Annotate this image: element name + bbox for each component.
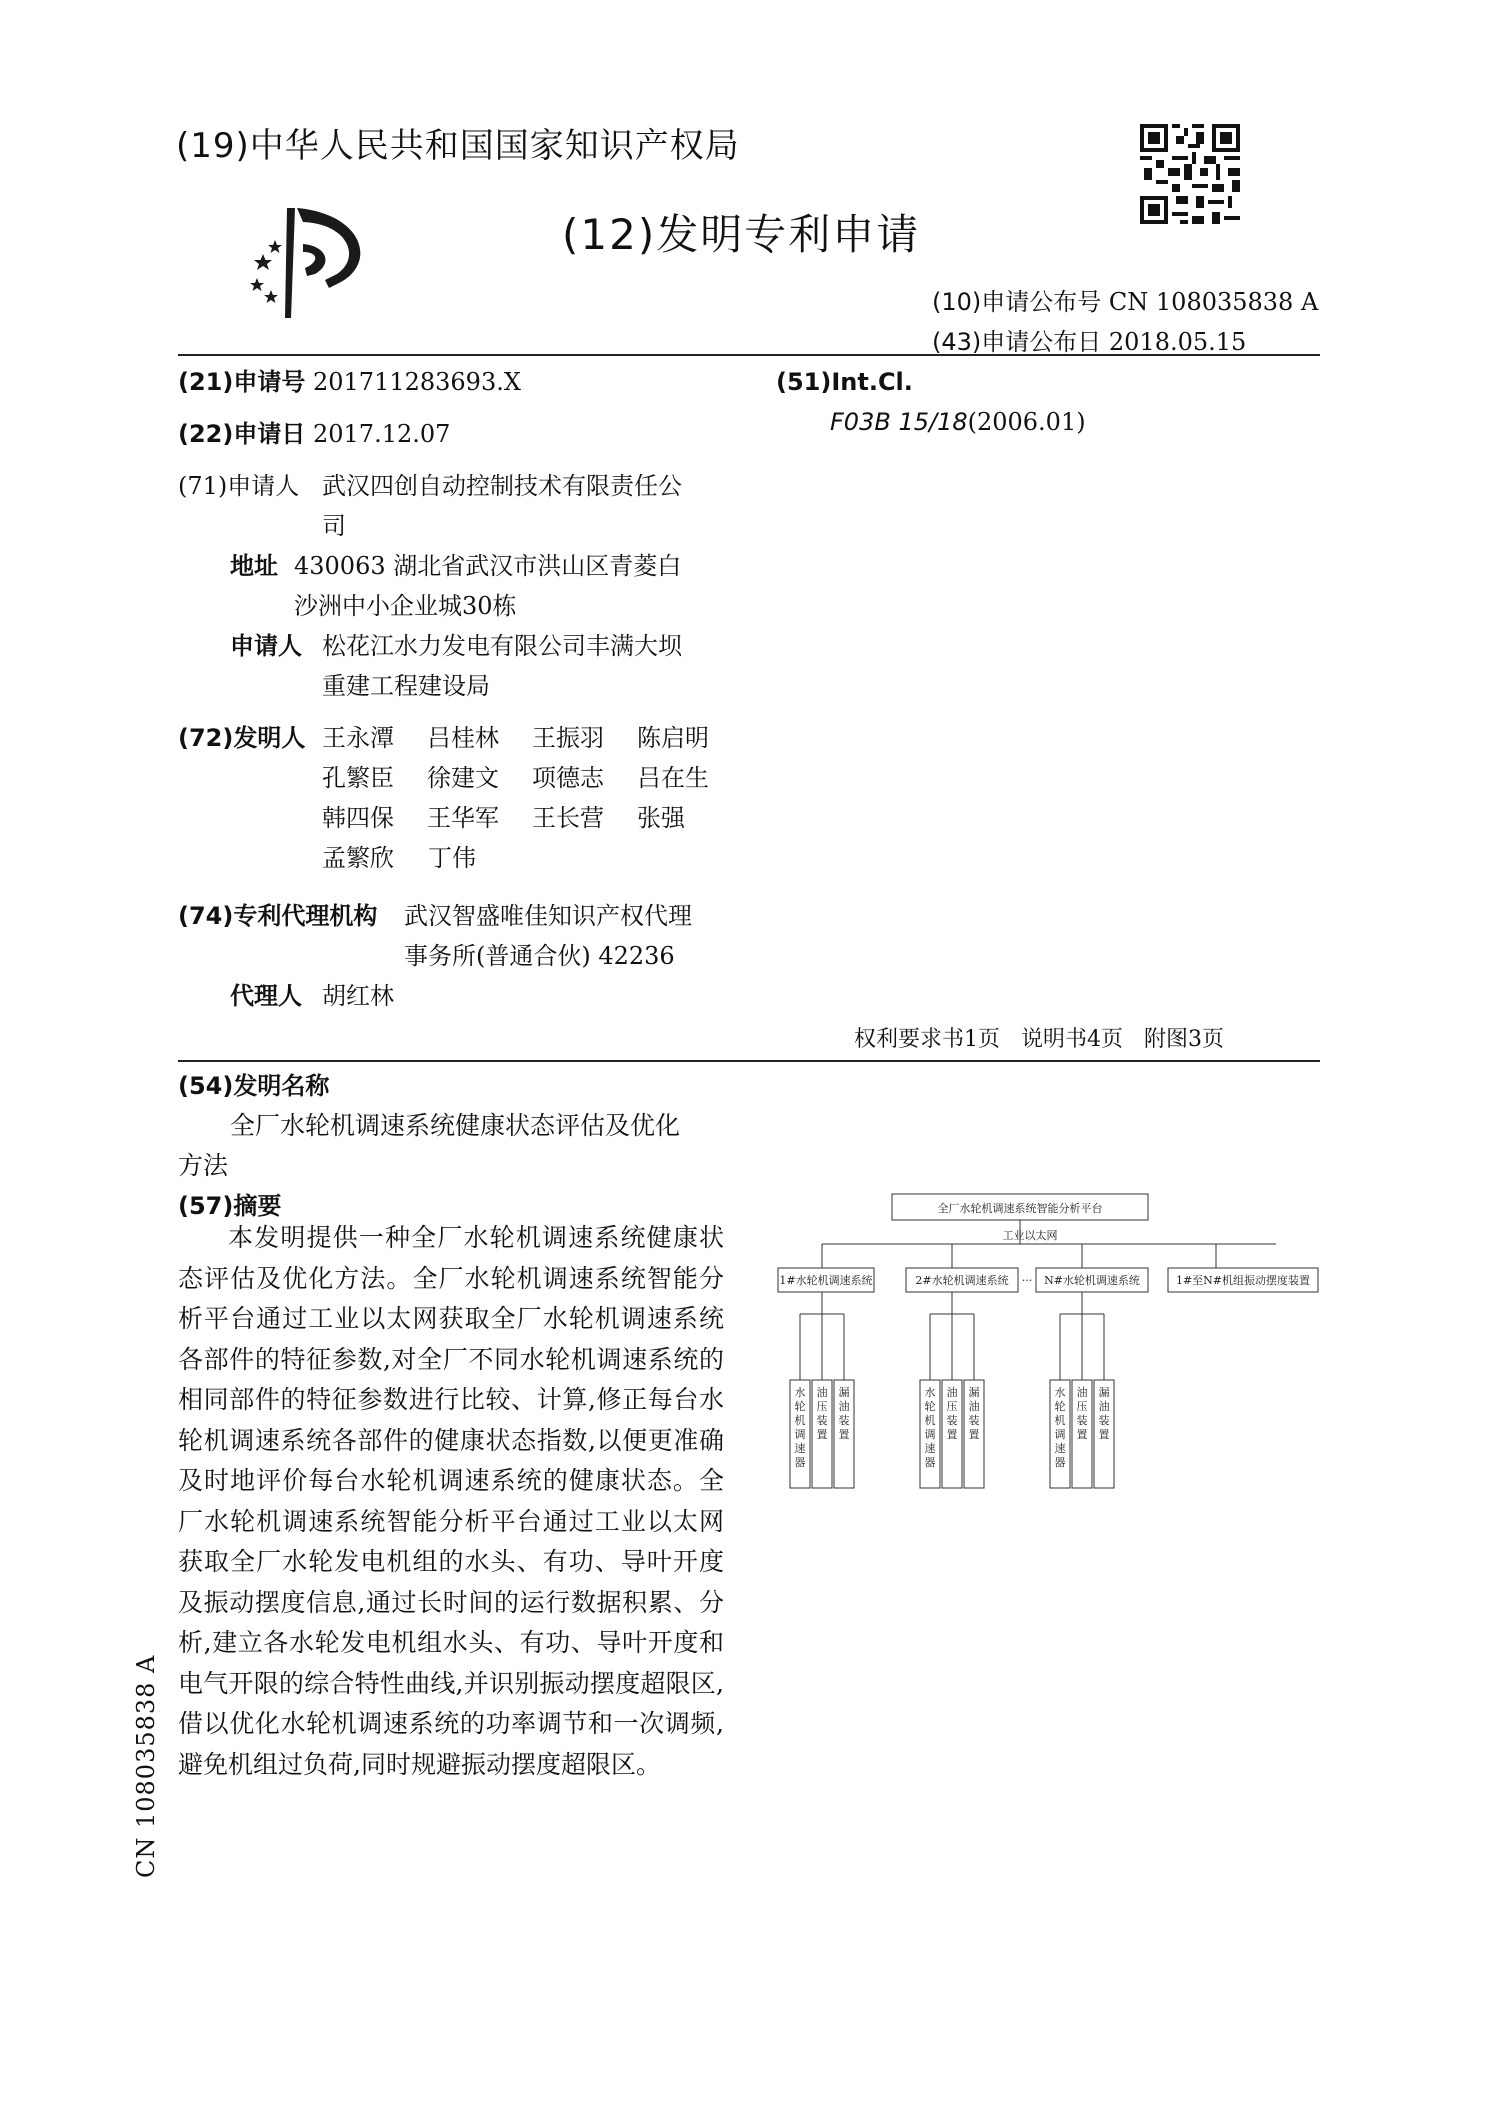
system-label-n: N#水轮机调速系统 [1044, 1274, 1140, 1287]
ipc-code: F03B 15/18 [830, 408, 968, 436]
agency-line-1: 武汉智盛唯佳知识产权代理 [404, 902, 692, 930]
agency-label: (74)专利代理机构 [178, 902, 378, 930]
vibration-device-label: 1#至N#机组振动摆度装置 [1175, 1274, 1311, 1287]
platform-label: 全厂水轮机调速系统智能分析平台 [937, 1202, 1103, 1215]
address-line-2: 沙洲中小企业城30栋 [294, 592, 517, 620]
inventor-name: 陈启明 [637, 724, 709, 752]
publication-date-row [932, 322, 1246, 357]
applicant2-label: 申请人 [230, 632, 302, 660]
inventor-name: 张强 [637, 804, 685, 832]
inventor-name: 项德志 [532, 764, 604, 792]
inventor-name: 韩四保 [322, 804, 394, 832]
agent-name: 胡红林 [322, 982, 394, 1010]
applicant-label: (71)申请人 [178, 472, 300, 500]
applicant-line-2: 司 [322, 512, 346, 540]
applicant2-line-2: 重建工程建设局 [322, 672, 490, 700]
inventor-name: 王华军 [427, 804, 499, 832]
page-counts: 权利要求书1页 说明书4页 附图3页 [854, 1027, 1224, 1052]
ipc-label: (51)Int.Cl. [776, 368, 913, 396]
inventor-name: 王长营 [532, 804, 604, 832]
component-label: 漏油装置 [838, 1386, 850, 1441]
inventor-name: 孔繁臣 [322, 764, 394, 792]
publication-date-label: (43)申请公布日 [932, 328, 1102, 356]
inventor-row [322, 798, 742, 838]
system-diagram [776, 1184, 1328, 1500]
inventor-row [322, 758, 742, 798]
ipc-classification [830, 402, 1086, 442]
section-rule [178, 1060, 1320, 1062]
applicant2-line-1: 松花江水力发电有限公司丰满大坝 [322, 632, 682, 660]
publication-date: 2018.05.15 [1108, 328, 1247, 356]
inventor-name: 吕在生 [637, 764, 709, 792]
agency-line-2: 事务所(普通合伙) 42236 [404, 942, 675, 970]
component-label: 漏油装置 [968, 1386, 980, 1441]
inventor-name: 丁伟 [428, 844, 476, 872]
component-label: 油压装置 [946, 1386, 958, 1441]
application-date: (22)申请日 2017.12.07 [178, 420, 451, 448]
publication-number-label: (10)申请公布号 [932, 288, 1102, 316]
qr-code [1140, 124, 1240, 224]
agent-label: 代理人 [230, 982, 302, 1010]
system-label-1: 1#水轮机调速系统 [779, 1274, 873, 1287]
inventor-name: 王永潭 [322, 724, 394, 752]
patent-office-name: (19)中华人民共和国国家知识产权局 [176, 126, 740, 166]
component-label: 漏油装置 [1098, 1386, 1110, 1441]
header-rule [178, 354, 1320, 356]
applicant-line-1: 武汉四创自动控制技术有限责任公 [322, 472, 682, 500]
inventors-label: (72)发明人 [178, 724, 306, 752]
inventor-row [322, 718, 742, 758]
abstract-label: (57)摘要 [178, 1192, 282, 1220]
inventor-name: 徐建文 [427, 764, 499, 792]
application-number: (21)申请号 201711283693.X [178, 368, 521, 396]
publication-number: CN 108035838 A [1108, 288, 1319, 316]
invention-title-line-2: 方法 [178, 1151, 229, 1180]
publication-number-row [932, 282, 1318, 317]
component-label: 水轮机调速器 [1054, 1386, 1066, 1469]
invention-title-line-1: 全厂水轮机调速系统健康状态评估及优化 [230, 1111, 681, 1140]
cnipa-logo [245, 200, 395, 320]
inventor-list [322, 718, 742, 878]
inventor-row [322, 838, 742, 878]
network-label: 工业以太网 [1002, 1229, 1058, 1242]
ellipsis-label: ··· [1021, 1274, 1033, 1287]
inventor-name: 孟繁欣 [322, 844, 394, 872]
component-label: 油压装置 [1076, 1386, 1088, 1441]
ipc-version: (2006.01) [967, 408, 1086, 436]
address-label: 地址 [230, 552, 278, 580]
publication-type: (12)发明专利申请 [562, 210, 921, 259]
component-label: 水轮机调速器 [794, 1386, 806, 1469]
inventor-name: 吕桂林 [427, 724, 499, 752]
title-label: (54)发明名称 [178, 1072, 330, 1100]
inventor-name: 王振羽 [532, 724, 604, 752]
side-publication-number: CN 108035838 A [132, 1654, 160, 1878]
component-label: 油压装置 [816, 1386, 828, 1441]
system-label-2: 2#水轮机调速系统 [915, 1274, 1009, 1287]
address-line-1: 430063 湖北省武汉市洪山区青菱白 [294, 552, 682, 580]
abstract-text: 本发明提供一种全厂水轮机调速系统健康状态评估及优化方法。全厂水轮机调速系统智能分析平台通过工业以太网获取全厂水轮机调速系统各部件的特征参数,对全厂不同水轮机调速系统的相同部件的特征参数进行比较、计算,修正每台水轮机调速系统各部件的健康状态指数,以便更准确及时地评价每台水轮机调速系统的健康状态。全厂水轮机调速系统智能分析平台通过工业以太网获取全厂水轮发电机组的水头、有功、导叶开度及振动摆度信息,通过长时间的运行数据积累、分析,建立各水轮发电机组水头、有功、导叶开度和电气开限的综合特性曲线,并识别振动摆度超限区,借以优化水轮机调速系统的功率调节和一次调频,避免机组过负荷,同时规避振动摆度超限区。 [178, 1223, 724, 1779]
component-label: 水轮机调速器 [924, 1386, 936, 1469]
